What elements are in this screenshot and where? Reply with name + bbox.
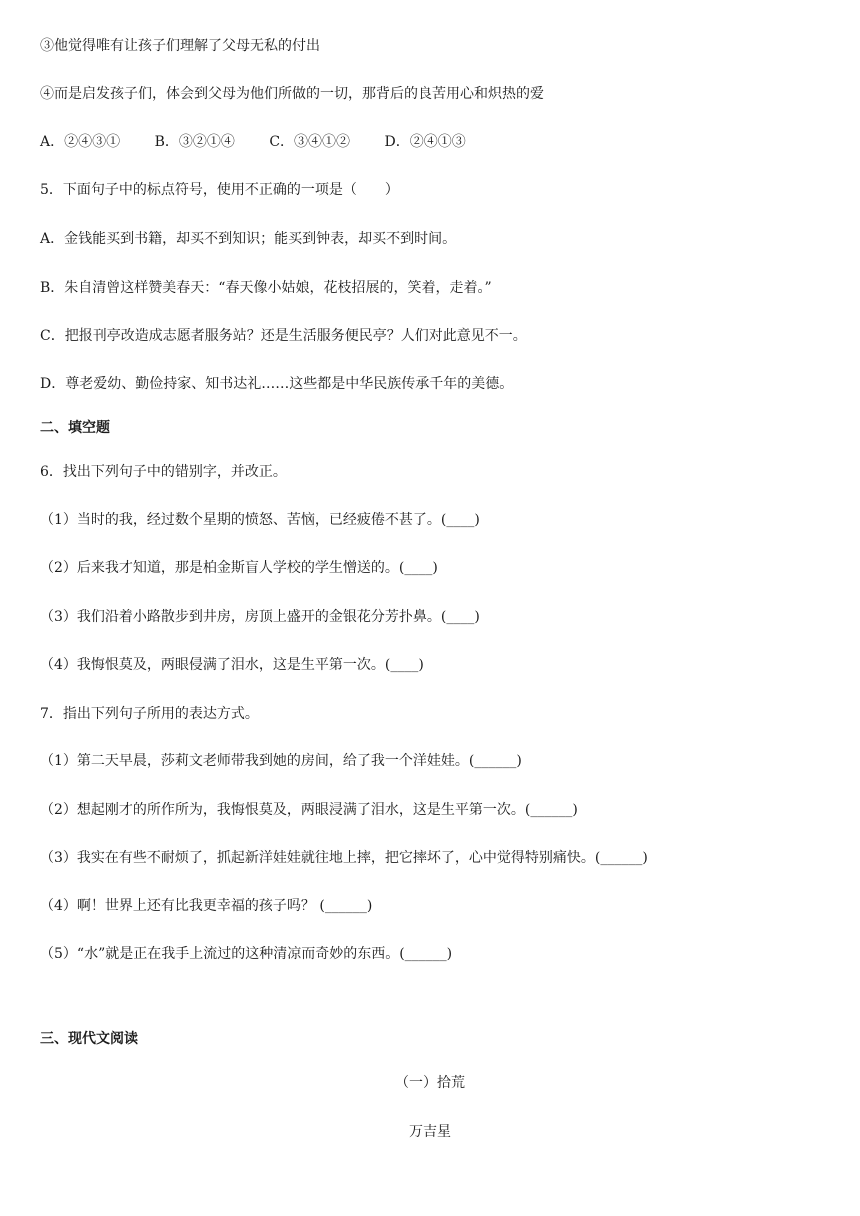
q6-item-1[interactable]: （1）当时的我，经过数个星期的愤怒、苦恼，已经疲倦不甚了。(____) [40, 512, 480, 528]
q4-item-3: ③他觉得唯有让孩子们理解了父母无私的付出 [40, 38, 320, 54]
q7-item-3[interactable]: （3）我实在有些不耐烦了，抓起新洋娃娃就往地上摔，把它摔坏了，心中觉得特别痛快。(______) [40, 850, 648, 866]
q4-option-b[interactable]: B．③②①④ [154, 134, 235, 150]
q5-option-a[interactable]: A．金钱能买到书籍，却买不到知识；能买到钟表，却买不到时间。 [40, 231, 457, 247]
q6-item-3[interactable]: （3）我们沿着小路散步到井房，房顶上盛开的金银花分芳扑鼻。(____) [40, 609, 480, 625]
q5-option-d[interactable]: D．尊老爱幼、勤俭持家、知书达礼……这些都是中华民族传承千年的美德。 [40, 376, 514, 392]
q7-stem: 7．指出下列句子所用的表达方式。 [40, 706, 259, 722]
q5-option-c[interactable]: C．把报刊亭改造成志愿者服务站？还是生活服务便民亭？人们对此意见不一。 [40, 328, 527, 344]
q6-item-2[interactable]: （2）后来我才知道，那是柏金斯盲人学校的学生憎送的。(____) [40, 560, 438, 576]
passage-title: （一）拾荒 [395, 1075, 465, 1091]
q4-option-a[interactable]: A．②④③① [40, 134, 121, 150]
passage-author: 万吉星 [409, 1124, 451, 1140]
q7-item-1[interactable]: （1）第二天早晨，莎莉文老师带我到她的房间，给了我一个洋娃娃。(______) [40, 753, 522, 769]
q5-stem: 5．下面句子中的标点符号，使用不正确的一项是（ ） [40, 182, 399, 198]
q5-option-b[interactable]: B．朱自清曾这样赞美春天：“春天像小姑娘，花枝招展的，笑着，走着。” [40, 280, 492, 296]
q4-option-d[interactable]: D．②④①③ [384, 134, 466, 150]
q4-option-c[interactable]: C．③④①② [269, 134, 351, 150]
q4-options [40, 132, 466, 152]
q7-item-4[interactable]: （4）啊！世界上还有比我更幸福的孩子吗？ (______) [40, 898, 373, 914]
section-heading-fill-in: 二、填空题 [40, 420, 110, 436]
q6-stem: 6．找出下列句子中的错别字，并改正。 [40, 464, 287, 480]
q6-item-4[interactable]: （4）我悔恨莫及，两眼侵满了泪水，这是生平第一次。(____) [40, 657, 424, 673]
q4-item-4: ④而是启发孩子们，体会到父母为他们所做的一切，那背后的良苦用心和炽热的爱 [40, 86, 544, 102]
q7-item-5[interactable]: （5）“水”就是正在我手上流过的这种清凉而奇妙的东西。(______) [40, 946, 453, 962]
q7-item-2[interactable]: （2）想起刚才的所作所为，我悔恨莫及，两眼浸满了泪水，这是生平第一次。(______) [40, 802, 578, 818]
section-heading-reading: 三、现代文阅读 [40, 1031, 138, 1047]
